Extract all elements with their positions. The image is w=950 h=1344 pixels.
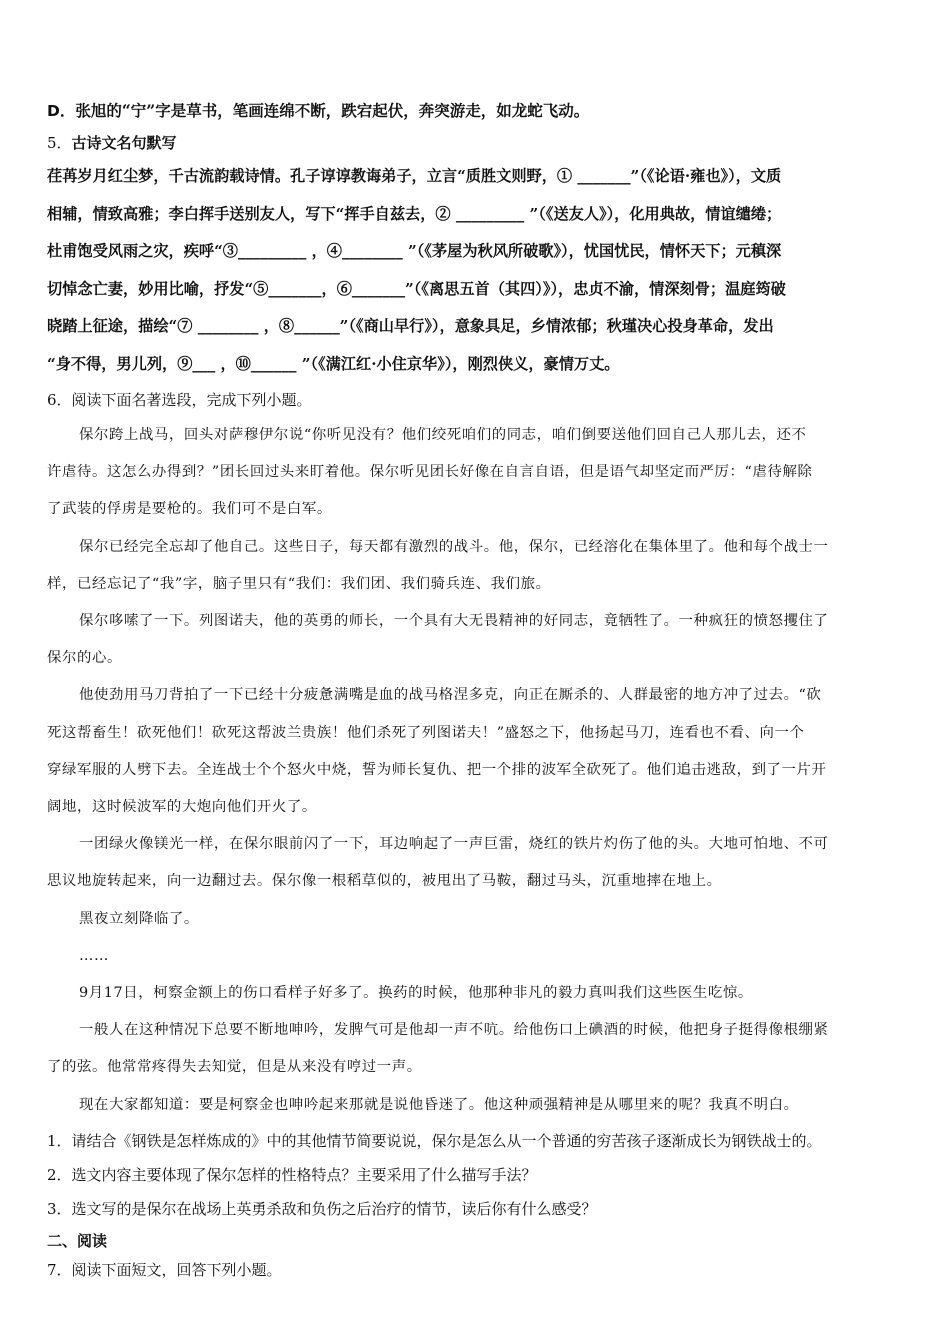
passage-line: 许虐待。这怎么办得到？”团长回过头来盯着他。保尔听见团长好像在自言自语，但是语气却坚定而严厉：“虐待解除	[47, 464, 813, 481]
question-5-title: 古诗文名句默写	[71, 134, 177, 152]
passage-line: 阔地，这时候波军的大炮向他们开火了。	[47, 799, 317, 816]
passage-line: 保尔哆嗦了一下。列图诺夫，他的英勇的师长，一个具有大无畏精神的好同志，竟牺牲了。一种疯狂的愤怒攫住了	[79, 613, 829, 630]
option-d-text: 张旭的“宁”字是草书，笔画连绵不断，跌宕起伏，奔突游走，如龙蛇飞动。	[75, 101, 590, 120]
reading-passage	[47, 417, 907, 1124]
question-7-title: 阅读下面短文，回答下列小题。	[71, 1260, 282, 1279]
passage-line: 了的弦。他常常疼得失去知觉，但是从来没有哼过一声。	[47, 1059, 422, 1076]
option-d	[47, 94, 907, 128]
question-5-heading	[47, 128, 907, 158]
passage-line: 思议地旋转起来，向一边翻过去。保尔像一根稻草似的，被甩出了马鞍，翻过马头，沉重地摔在地上。	[47, 873, 722, 890]
document-page	[47, 94, 907, 1284]
passage-line: 死这帮畜生！砍死他们！砍死这帮波兰贵族！他们杀死了列图诺夫！”盛怒之下，他扬起马刀，连看也不看、向一个	[47, 724, 805, 741]
question-6-sub-3: 3．选文写的是保尔在战场上英勇杀敌和负伤之后治疗的情节，读后你有什么感受？	[47, 1199, 597, 1218]
poem-line: “身不得，男儿列，⑨___ ，⑩______ ”（《满江红·小住京华》），刚烈侠义，豪情万丈。	[47, 354, 620, 373]
poem-line: 切悼念亡妻，妙用比喻，抒发“⑤_______，⑥_______”（《离思五首（其四）》），忠贞不渝，情深刻骨；温庭筠破	[47, 279, 786, 298]
question-6-sub-2: 2．选文内容主要体现了保尔怎样的性格特点？主要采用了什么描写手法？	[47, 1165, 537, 1184]
poem-line: 杜甫饱受风雨之灾，疾呼“③_________ ，④________ ”（《茅屋为秋风所破歌》），忧国忧民，情怀天下；元稹深	[47, 242, 782, 260]
poem-line: 相辅，情致高雅；李白挥手送别友人，写下“挥手自兹去，② _________ ”（《送友人》），化用典故，情谊缱绻；	[47, 204, 782, 223]
poem-line: 晓踏上征途，描绘“⑦ ________ ，⑧______”（《商山早行》），意象具足，乡情浓郁；秋瑾决心投身革命，发出	[47, 317, 774, 335]
question-6-title: 阅读下面名著选段，完成下列小题。	[71, 391, 312, 409]
passage-line: 穿绿军服的人劈下去。全连战士个个怒火中烧，誓为师长复仇、把一个排的波军全砍死了。他们追击逃敌，到了一片开	[47, 761, 827, 778]
question-6-heading	[47, 383, 907, 417]
option-d-label: D．	[47, 102, 76, 120]
question-6-number: 6．	[47, 391, 72, 409]
passage-line: 黑夜立刻降临了。	[79, 910, 199, 927]
passage-line: 他使劲用马刀背拍了一下已经十分疲惫满嘴是血的战马格涅多克，向正在厮杀的、人群最密的地方冲了过去。“砍	[79, 687, 822, 704]
passage-line: 9月17日，柯察金额上的伤口看样子好多了。换药的时候，他那种非凡的毅力真叫我们这些医生吃惊。	[79, 985, 753, 1002]
passage-line: 现在大家都知道：要是柯察金也呻吟起来那就是说他昏迷了。他这种顽强精神是从哪里来的呢？我真不明白。	[79, 1096, 799, 1113]
passage-line: 保尔的心。	[47, 650, 122, 667]
question-5-number: 5．	[47, 134, 72, 152]
section-2-title: 二、阅读	[47, 1231, 108, 1250]
passage-line: 一团绿火像镁光一样，在保尔眼前闪了一下，耳边响起了一声巨雷，烧红的铁片灼伤了他的头。大地可怕地、不可	[79, 836, 829, 853]
question-6-sub-1: 1．请结合《钢铁是怎样炼成的》中的其他情节简要说说，保尔是怎么从一个普通的穷苦孩子逐渐成长为钢铁战士的。	[47, 1131, 822, 1150]
question-7-heading	[47, 1256, 907, 1284]
question-7-number: 7．	[47, 1260, 72, 1279]
passage-line: 了武装的俘虏是要枪的。我们可不是白军。	[47, 501, 332, 518]
poem-line: 荏苒岁月红尘梦，千古流韵载诗情。孔子谆谆教诲弟子，立言“质胜文则野，① _______”（《论语·雍也》），文质	[47, 167, 782, 185]
passage-line: 保尔跨上战马，回头对萨穆伊尔说“你听见没有？他们绞死咱们的同志，咱们倒要送他们回自己人那儿去，还不	[79, 427, 807, 443]
question-5-poem-block	[47, 158, 907, 383]
passage-line: 样，已经忘记了“我”字，脑子里只有“我们：我们团、我们骑兵连、我们旅。	[47, 575, 551, 592]
passage-line: ……	[79, 947, 109, 964]
passage-line: 保尔已经完全忘却了他自己。这些日子，每天都有激烈的战斗。他，保尔，已经溶化在集体里了。他和每个战士一	[79, 538, 829, 555]
passage-line: 一般人在这种情况下总要不断地呻吟，发脾气可是他却一声不吭。给他伤口上碘酒的时候，他把身子挺得像根绷紧	[79, 1022, 829, 1039]
